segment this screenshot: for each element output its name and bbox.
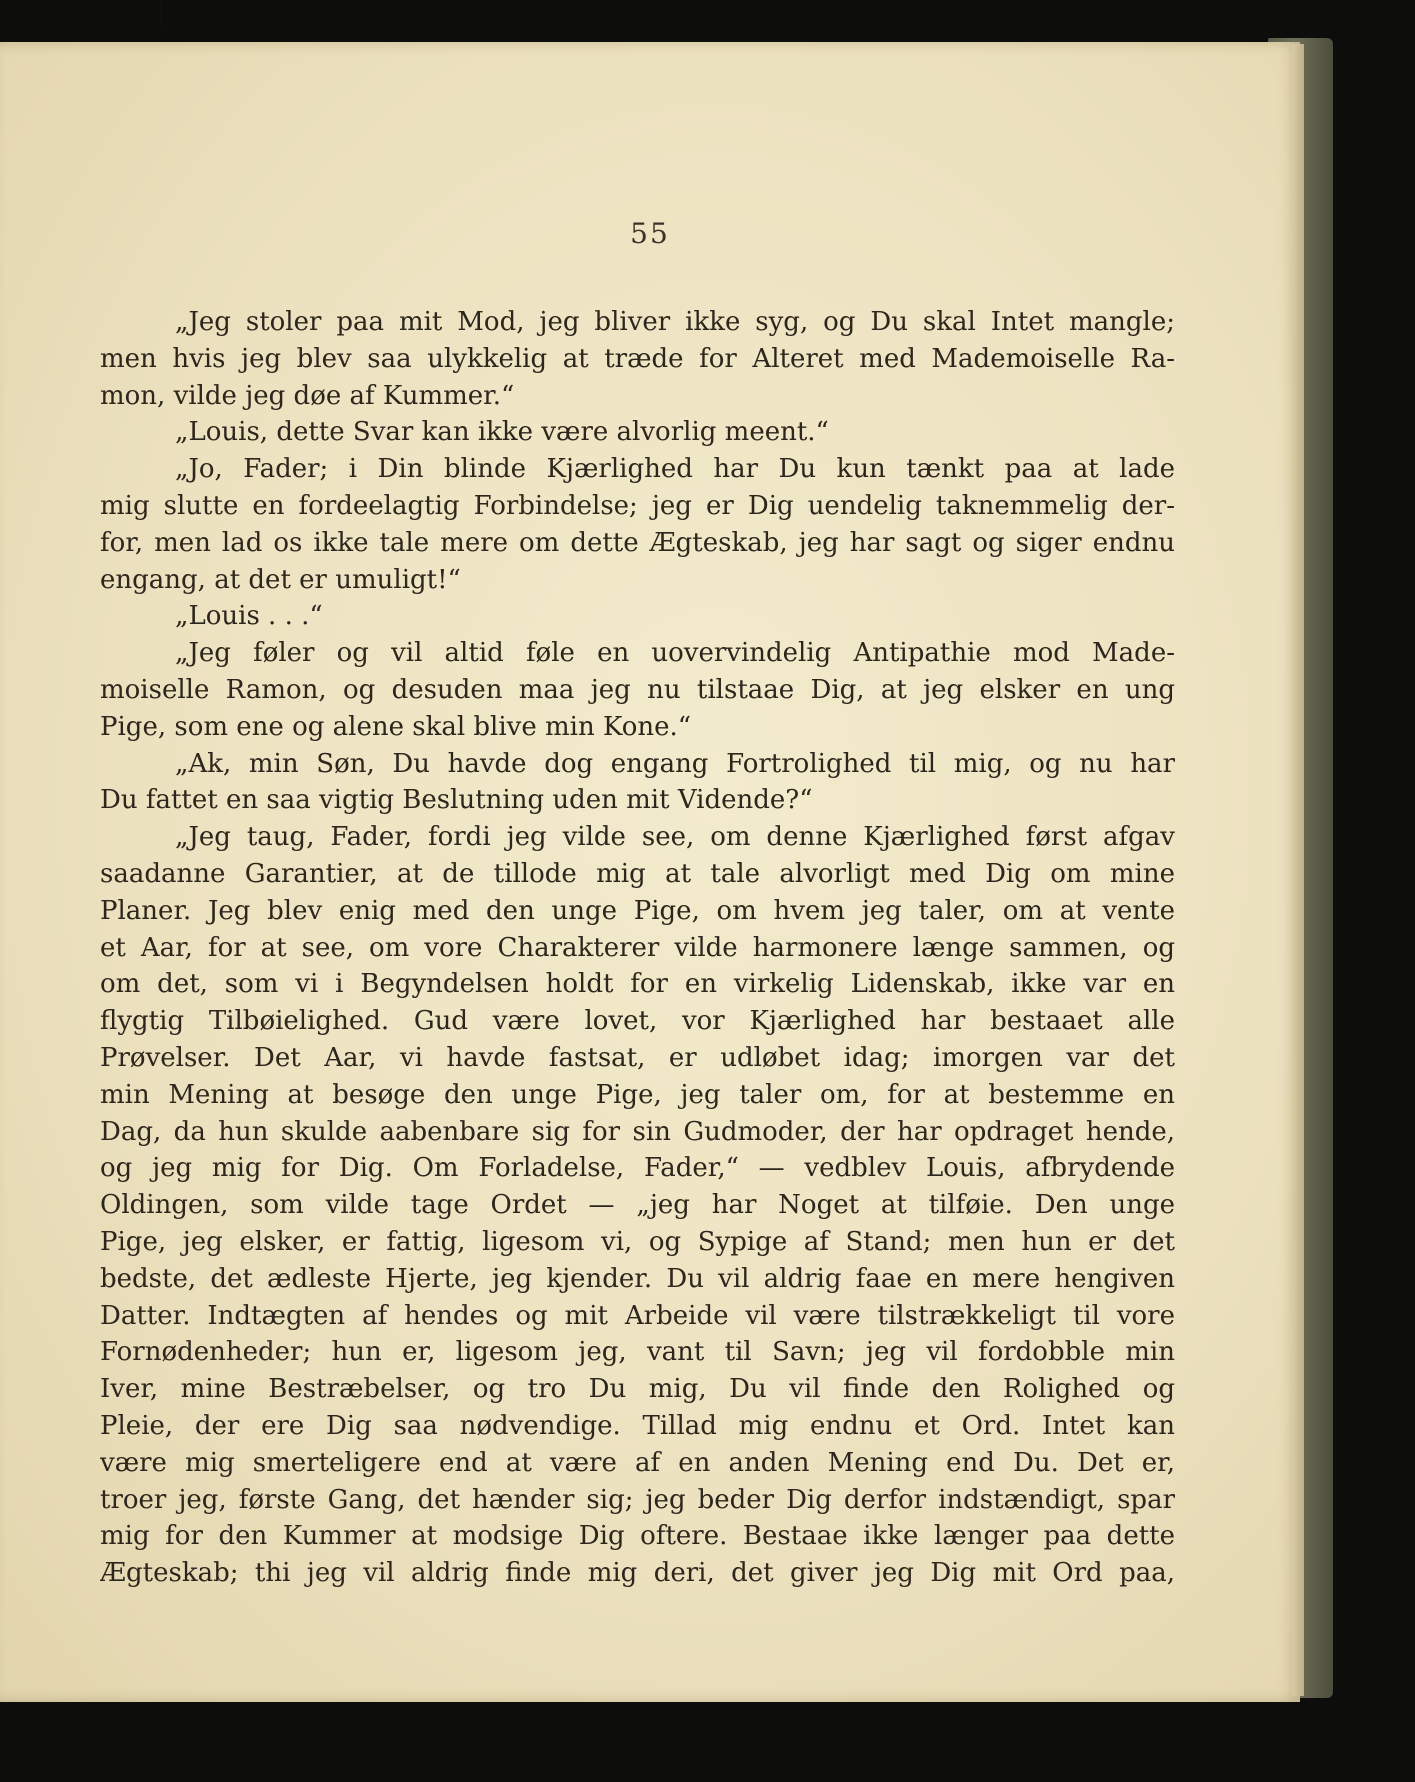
page-fore-edge [1292, 44, 1304, 1696]
text-line: „Jeg føler og vil altid føle en uovervindelig Antipathie mod Made- [175, 638, 1175, 669]
text-line: Oldingen, som vilde tage Ordet — „jeg har Noget at tilføie. Den unge [100, 1190, 1175, 1221]
text-line: Pleie, der ere Dig saa nødvendige. Tillad mig endnu et Ord. Intet kan [100, 1410, 1175, 1441]
text-line: moiselle Ramon, og desuden maa jeg nu tilstaae Dig, at jeg elsker en ung [100, 674, 1175, 705]
text-line: flygtig Tilbøielighed. Gud være lovet, vor Kjærlighed har bestaaet alle [100, 1006, 1175, 1037]
text-line: „Jeg taug, Fader, fordi jeg vilde see, om denne Kjærlighed først afgav [175, 822, 1175, 853]
text-line: om det, som vi i Begyndelsen holdt for en virkelig Lidenskab, ikke var en [100, 969, 1175, 1000]
text-line: Ægteskab; thi jeg vil aldrig finde mig deri, det giver jeg Dig mit Ord paa, [100, 1558, 1175, 1589]
text-line: Prøvelser. Det Aar, vi havde fastsat, er udløbet idag; imorgen var det [100, 1042, 1175, 1073]
page-number: 55 [630, 217, 670, 250]
text-line: men hvis jeg blev saa ulykkelig at træde for Alteret med Mademoiselle Ra- [100, 343, 1175, 374]
body-text [100, 304, 1175, 1592]
text-line: Iver, mine Bestræbelser, og tro Du mig, Du vil finde den Rolighed og [100, 1374, 1175, 1405]
text-line: Pige, som ene og alene skal blive min Kone.“ [100, 711, 692, 742]
text-line: „Louis, dette Svar kan ikke være alvorlig meent.“ [175, 417, 829, 448]
text-line: min Mening at besøge den unge Pige, jeg taler om, for at bestemme en [100, 1079, 1175, 1110]
text-line: og jeg mig for Dig. Om Forladelse, Fader,“ — vedblev Louis, afbrydende [100, 1153, 1175, 1184]
text-line: mig for den Kummer at modsige Dig oftere. Bestaae ikke længer paa dette [100, 1521, 1175, 1552]
text-line: Fornødenheder; hun er, ligesom jeg, vant til Savn; jeg vil fordobble min [100, 1337, 1175, 1368]
text-line: bedste, det ædleste Hjerte, jeg kjender. Du vil aldrig faae en mere hengiven [100, 1263, 1175, 1294]
text-line: mig slutte en fordeelagtig Forbindelse; jeg er Dig uendelig taknemmelig der- [100, 490, 1175, 521]
scan-margin-mark [160, 0, 162, 26]
text-line: engang, at det er umuligt!“ [100, 564, 461, 595]
text-line: „Jo, Fader; i Din blinde Kjærlighed har Du kun tænkt paa at lade [175, 454, 1175, 485]
text-line: „Louis . . .“ [175, 601, 323, 632]
text-line: saadanne Garantier, at de tillode mig at tale alvorligt med Dig om mine [100, 858, 1175, 889]
text-line: „Ak, min Søn, Du havde dog engang Fortrolighed til mig, og nu har [175, 748, 1175, 779]
text-line: „Jeg stoler paa mit Mod, jeg bliver ikke syg, og Du skal Intet mangle; [175, 307, 1175, 337]
text-line: Datter. Indtægten af hendes og mit Arbeide vil være tilstrækkeligt til vore [100, 1300, 1175, 1331]
text-line: for, men lad os ikke tale mere om dette Ægteskab, jeg har sagt og siger endnu [100, 527, 1175, 558]
text-line: Planer. Jeg blev enig med den unge Pige, om hvem jeg taler, om at vente [100, 895, 1175, 926]
page-sheet [0, 42, 1300, 1702]
text-line: Dag, da hun skulde aabenbare sig for sin Gudmoder, der har opdraget hende, [100, 1116, 1175, 1147]
text-line: Du fattet en saa vigtig Beslutning uden mit Vidende?“ [100, 785, 813, 816]
text-line: mon, vilde jeg døe af Kummer.“ [100, 380, 515, 411]
text-line: være mig smerteligere end at være af en anden Mening end Du. Det er, [100, 1447, 1175, 1478]
text-line: et Aar, for at see, om vore Charakterer vilde harmonere længe sammen, og [100, 932, 1175, 963]
text-line: troer jeg, første Gang, det hænder sig; jeg beder Dig derfor indstændigt, spar [100, 1484, 1175, 1515]
text-line: Pige, jeg elsker, er fattig, ligesom vi, og Sypige af Stand; men hun er det [100, 1226, 1175, 1257]
